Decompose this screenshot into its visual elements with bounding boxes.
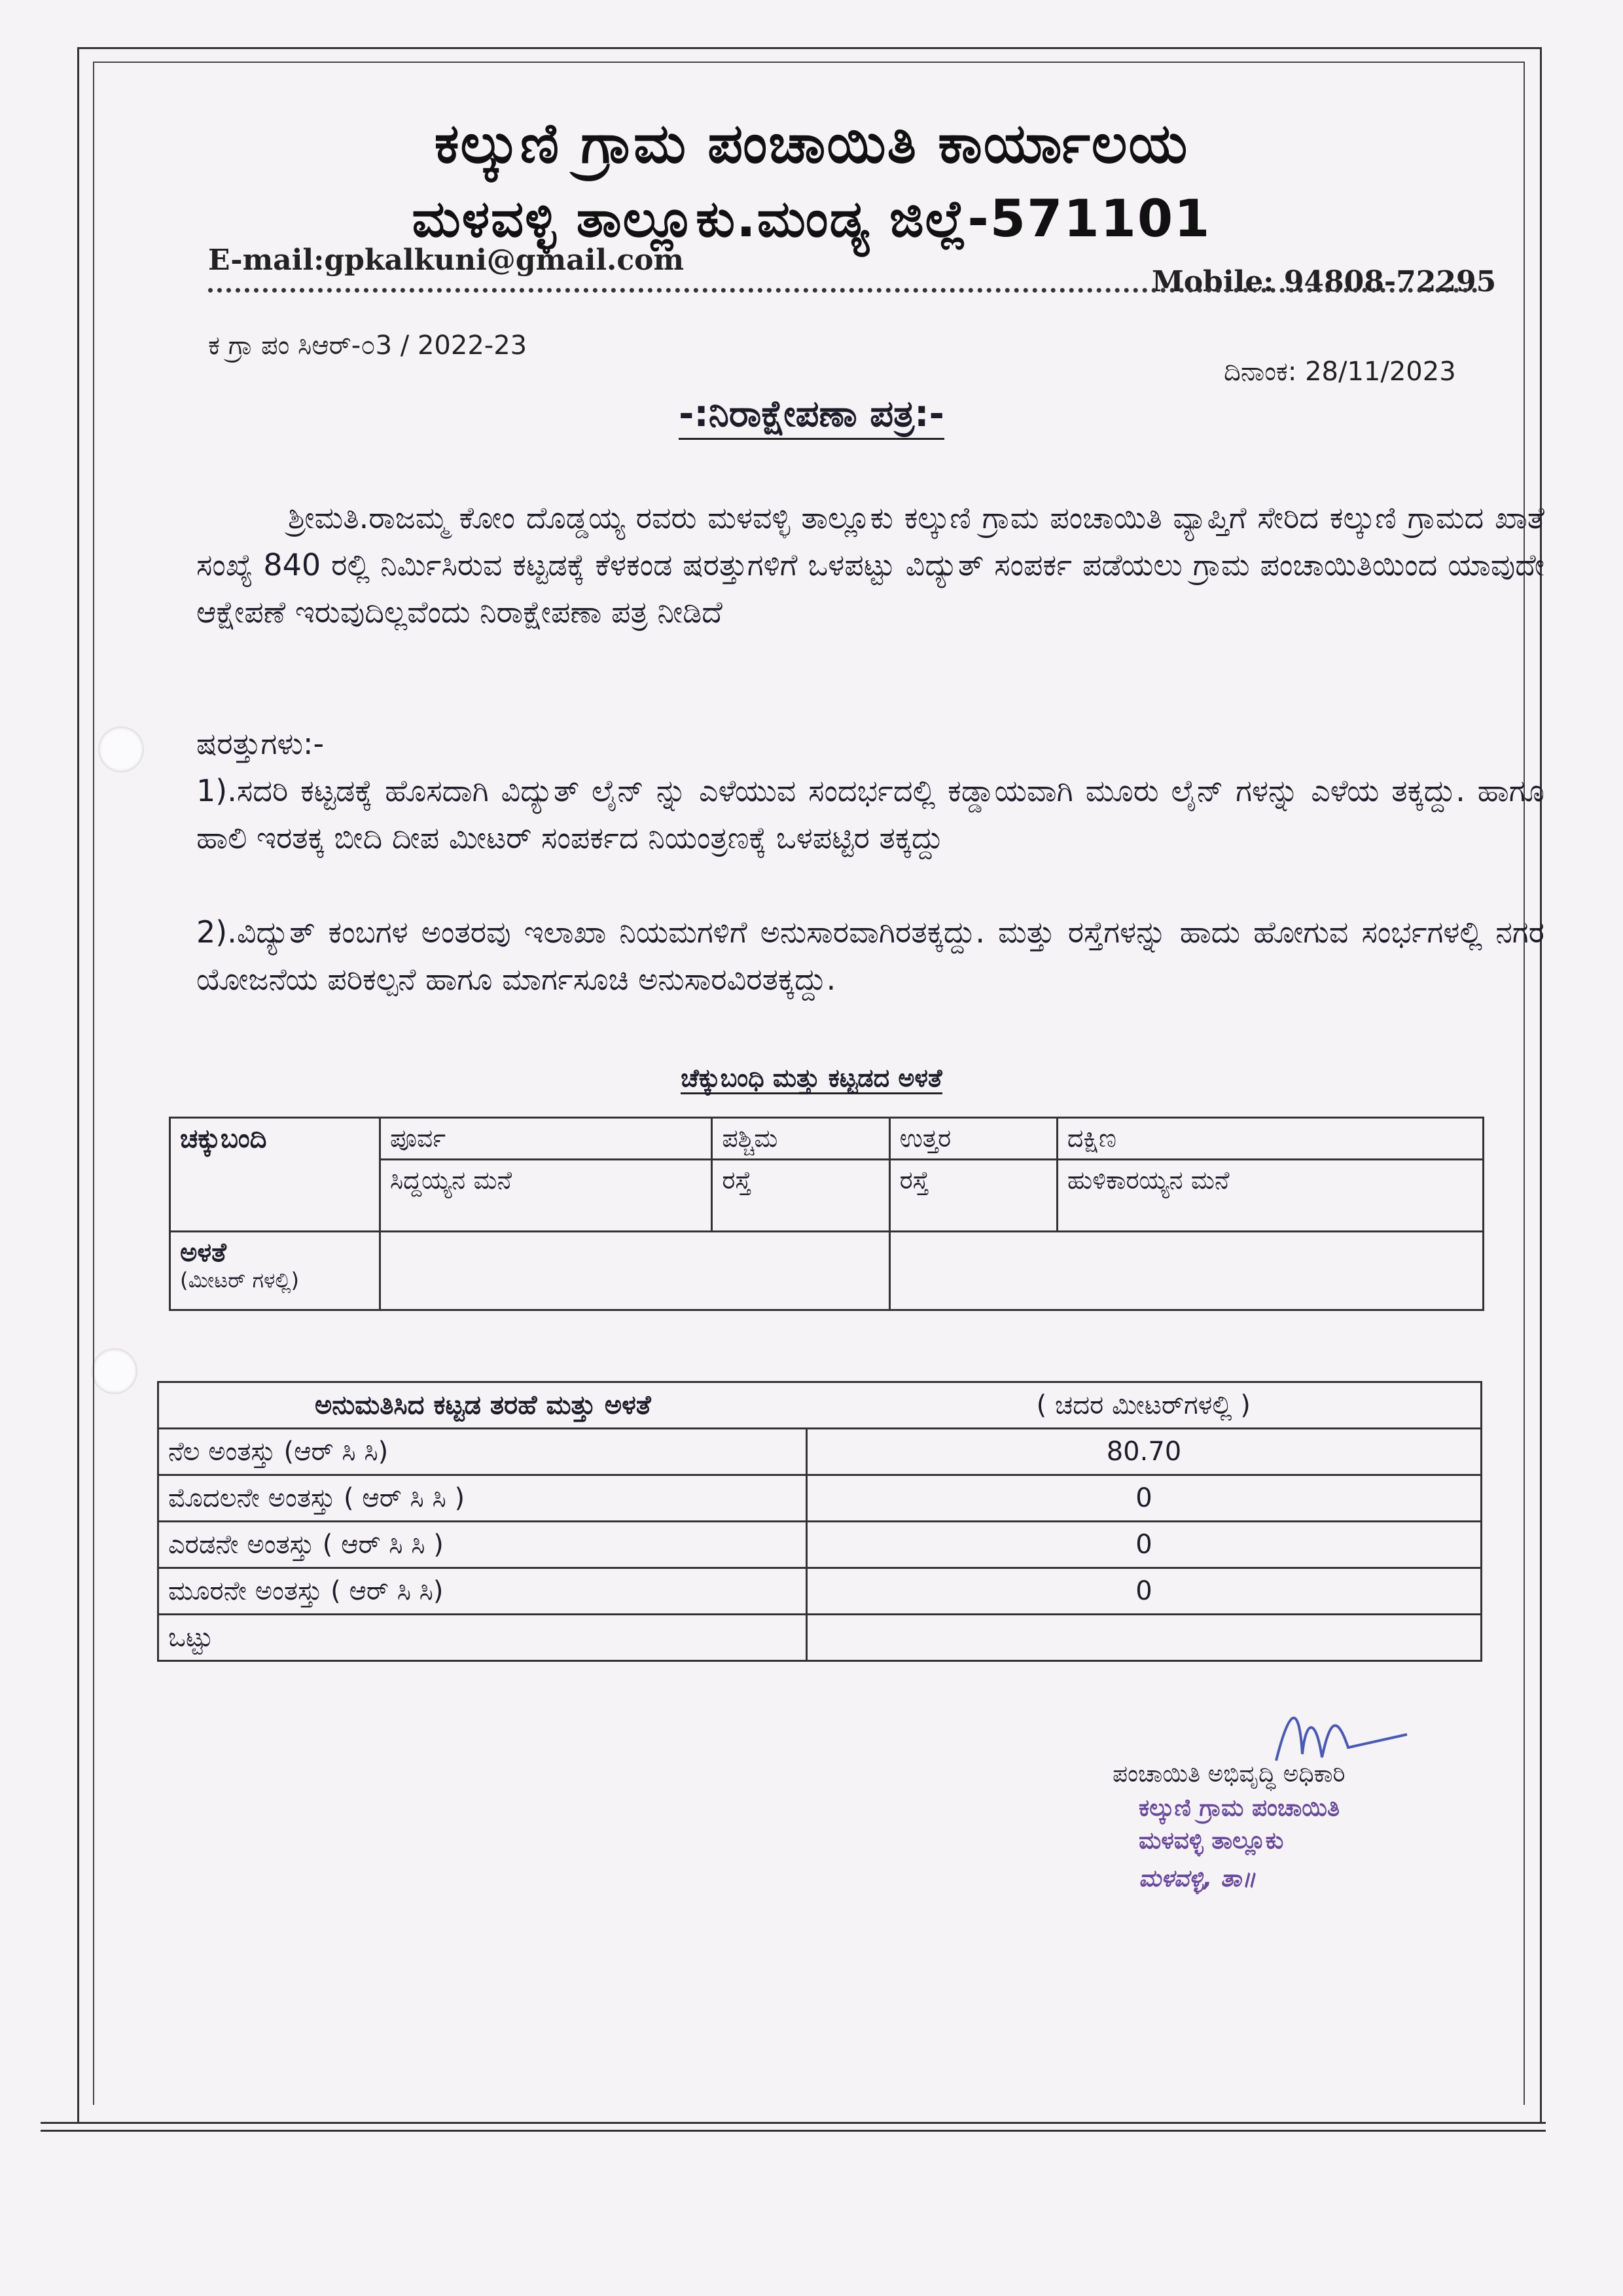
email-text: E-mail:gpkalkuni@gmail.com xyxy=(208,243,685,277)
subject-text: -:ನಿರಾಕ್ಷೇಪಣಾ ಪತ್ರ:- xyxy=(679,393,944,440)
area-unit: ( ಚದರ ಮೀಟರ್‌ಗಳಲ್ಲಿ ) xyxy=(807,1382,1482,1429)
office-location: ಮಳವಳ್ಳಿ ತಾಲ್ಲೂಕು.ಮಂಡ್ಯ ಜಿಲ್ಲೆ-571101 xyxy=(412,190,1211,249)
measure-label: ಅಳತೆ xyxy=(180,1238,226,1268)
condition-1: 1).ಸದರಿ ಕಟ್ಟಡಕ್ಕೆ ಹೊಸದಾಗಿ ವಿದ್ಯುತ್ ಲೈನ್ ನ್ನು ಎಳೆಯುವ ಸಂದರ್ಭದಲ್ಲಿ ಕಡ್ಡಾಯವಾಗಿ ಮೂರು ಲೈನ್ ಗಳನ್ನು ಎಳೆಯ ತಕ್ಕದ್ದು. ಹಾಗೂ ಹಾಲಿ ಇರತಕ್ಕ ಬೀದಿ ದೀಪ ಮೀಟರ್ ಸಂಪರ್ಕದ ನಿಯಂತ್ರಣಕ್ಕೆ ಒಳಪಟ್ಟಿರ ತಕ್ಕದ್ದು xyxy=(196,773,1544,855)
floor-name: ಮೂರನೇ ಅಂತಸ್ತು ( ಆರ್ ಸಿ ಸಿ) xyxy=(158,1568,807,1615)
floor-area: 0 xyxy=(807,1522,1482,1568)
table-caption-text: ಚೆಕ್ಕುಬಂಧಿ ಮತ್ತು ಕಟ್ಟಡದ ಅಳತೆ xyxy=(681,1064,942,1094)
floor-name: ನೆಲ ಅಂತಸ್ತು (ಆರ್ ಸಿ ಸಿ) xyxy=(158,1429,807,1475)
letter-date: ದಿನಾಂಕ: 28/11/2023 xyxy=(1224,357,1456,387)
direction-label-south: ದಕ್ಷಿಣ xyxy=(1057,1118,1483,1160)
boundary-label: ಚಕ್ಕುಬಂದಿ xyxy=(170,1118,380,1232)
floor-area: 0 xyxy=(807,1475,1482,1522)
office-name: ಕಲ್ಕುಣಿ ಗ್ರಾಮ ಪಂಚಾಯಿತಿ ಕಾರ್ಯಾಲಯ xyxy=(434,111,1189,175)
direction-value-west: ರಸ್ತೆ xyxy=(712,1160,889,1232)
direction-value-south: ಹುಳಿಕಾರಯ್ಯನ ಮನೆ xyxy=(1057,1160,1483,1232)
table-row xyxy=(170,1118,1484,1160)
table-row xyxy=(158,1429,1482,1475)
direction-label-north: ಉತ್ತರ xyxy=(889,1118,1057,1160)
reference-number: ಕ ಗ್ರಾ ಪಂ ಸಿಆರ್-೦3 / 2022-23 xyxy=(208,331,527,361)
subject-title xyxy=(0,393,1623,436)
body-paragraph: ಶ್ರೀಮತಿ.ರಾಜಮ್ಮ ಕೋಂ ದೊಡ್ಡಯ್ಯ ರವರು ಮಳವಳ್ಳಿ ತಾಲ್ಲೂಕು ಕಲ್ಕುಣಿ ಗ್ರಾಮ ಪಂಚಾಯಿತಿ ವ್ಯಾಪ್ತಿಗೆ ಸೇರಿದ ಕಲ್ಕುಣಿ ಗ್ರಾಮದ ಖಾತೆ ಸಂಖ್ಯೆ 840 ರಲ್ಲಿ ನಿರ್ಮಿಸಿರುವ ಕಟ್ಟಡಕ್ಕೆ ಕೆಳಕಂಡ ಷರತ್ತುಗಳಿಗೆ ಒಳಪಟ್ಟು ವಿದ್ಯುತ್ ಸಂಪರ್ಕ ಪಡೆಯಲು ಗ್ರಾಮ ಪಂಚಾಯಿತಿಯಿಂದ ಯಾವುದೇ ಆಕ್ಷೇಪಣೆ ಇರುವುದಿಲ್ಲವೆಂದು ನಿರಾಕ್ಷೇಪಣಾ ಪತ್ರ ನೀಡಿದೆ xyxy=(196,500,1544,630)
mobile-text: Mobile: 94808-72295 xyxy=(1152,265,1497,298)
conditions-heading: ಷರತ್ತುಗಳು:- xyxy=(196,726,325,761)
floor-area xyxy=(807,1615,1482,1661)
table-row xyxy=(158,1568,1482,1615)
floor-name: ಒಟ್ಟು xyxy=(158,1615,807,1661)
table-caption xyxy=(0,1064,1623,1093)
stamp-line-1: ಕಲ್ಕುಣಿ ಗ್ರಾಮ ಪಂಚಾಯಿತಿ xyxy=(1139,1795,1340,1821)
measure-value-2 xyxy=(889,1232,1483,1310)
floor-name: ಮೊದಲನೇ ಅಂತಸ್ತು ( ಆರ್ ಸಿ ಸಿ ) xyxy=(158,1475,807,1522)
floor-area: 0 xyxy=(807,1568,1482,1615)
condition-2: 2).ವಿದ್ಯುತ್ ಕಂಬಗಳ ಅಂತರವು ಇಲಾಖಾ ನಿಯಮಗಳಿಗೆ ಅನುಸಾರವಾಗಿರತಕ್ಕದ್ದು. ಮತ್ತು ರಸ್ತೆಗಳನ್ನು ಹಾದು ಹೋಗುವ ಸಂರ್ಭಗಳಲ್ಲಿ ನಗರ ಯೋಜನೆಯ ಪರಿಕಲ್ಪನೆ ಹಾಗೂ ಮಾರ್ಗಸೂಚಿ ಅನುಸಾರವಿರತಕ್ಕದ್ದು. xyxy=(196,914,1544,997)
boundary-table xyxy=(169,1117,1484,1311)
area-heading: ಅನುಮತಿಸಿದ ಕಟ್ಟಡ ತರಹೆ ಮತ್ತು ಅಳತೆ xyxy=(158,1382,807,1429)
bottom-rule xyxy=(41,2122,1546,2124)
signatory-title: ಪಂಚಾಯಿತಿ ಅಭಿವೃದ್ಧಿ ಅಧಿಕಾರಿ xyxy=(1113,1761,1346,1787)
direction-label-west: ಪಶ್ಚಿಮ xyxy=(712,1118,889,1160)
table-row xyxy=(170,1232,1484,1310)
measure-value-1 xyxy=(380,1232,890,1310)
stamp-line-3: ಮಳವಳ್ಳಿ, ತಾ॥ xyxy=(1139,1865,1256,1892)
table-row xyxy=(158,1475,1482,1522)
direction-label-east: ಪೂರ್ವ xyxy=(380,1118,712,1160)
floor-area: 80.70 xyxy=(807,1429,1482,1475)
measure-cell xyxy=(170,1232,380,1310)
direction-value-east: ಸಿದ್ದಯ್ಯನ ಮನೆ xyxy=(380,1160,712,1232)
floor-name: ಎರಡನೇ ಅಂತಸ್ತು ( ಆರ್ ಸಿ ಸಿ ) xyxy=(158,1522,807,1568)
area-table xyxy=(157,1381,1482,1662)
header-divider xyxy=(208,288,1478,293)
stamp-line-2: ಮಳವಳ್ಳಿ ತಾಲ್ಲೂಕು xyxy=(1139,1827,1284,1854)
direction-value-north: ರಸ್ತೆ xyxy=(889,1160,1057,1232)
table-row xyxy=(158,1382,1482,1429)
measure-unit: (ಮೀಟರ್ ಗಳಲ್ಲಿ) xyxy=(180,1268,300,1293)
bottom-rule xyxy=(41,2130,1546,2132)
table-row xyxy=(158,1522,1482,1568)
table-row xyxy=(158,1615,1482,1661)
